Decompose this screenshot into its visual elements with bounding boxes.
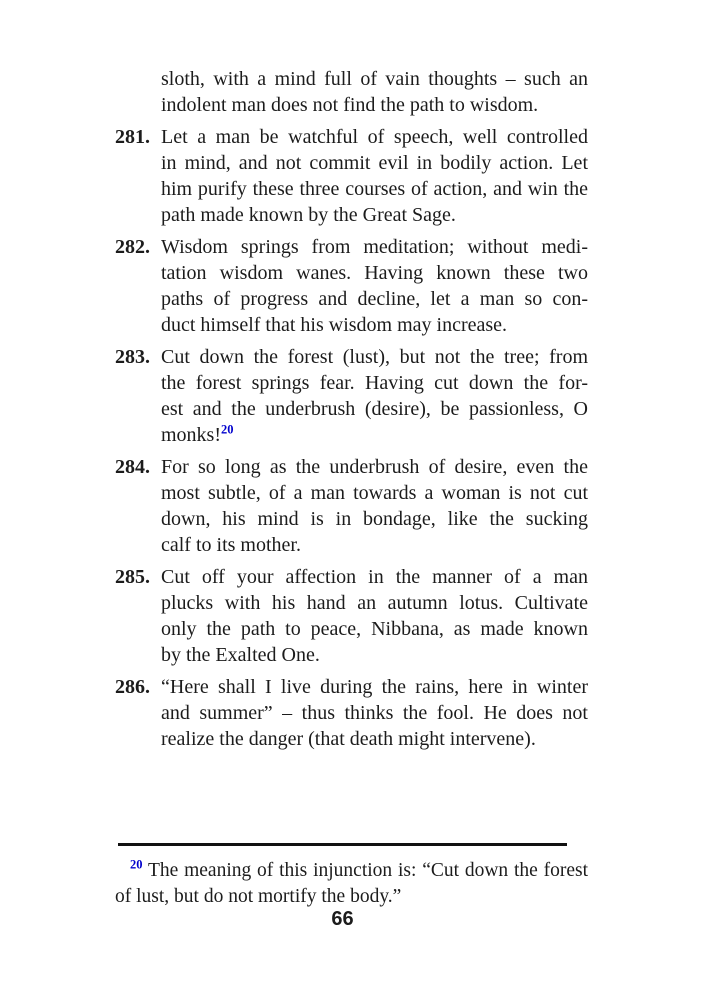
footnote-marker[interactable]: 20 bbox=[130, 857, 143, 872]
text-line-content: Wisdom springs from meditation; without medi- bbox=[161, 236, 588, 258]
verse-number: 283. bbox=[115, 346, 150, 368]
text-line bbox=[161, 480, 588, 506]
text-line-content: by the Exalted One. bbox=[161, 644, 320, 666]
footnote bbox=[115, 858, 588, 910]
text-line-content: monks! bbox=[161, 424, 221, 446]
text-line-content: tation wisdom wanes. Having known these two bbox=[161, 262, 588, 284]
text-line-content: paths of progress and decline, let a man so con- bbox=[161, 288, 588, 310]
text-line bbox=[161, 124, 588, 150]
text-line bbox=[161, 370, 588, 396]
text-line bbox=[161, 92, 588, 118]
text-line bbox=[161, 344, 588, 370]
text-line-content: sloth, with a mind full of vain thoughts – such an bbox=[161, 68, 588, 90]
text-line bbox=[161, 532, 588, 558]
verse-number: 286. bbox=[115, 676, 150, 698]
text-line bbox=[161, 674, 588, 700]
text-line bbox=[161, 564, 588, 590]
text-line-content: For so long as the underbrush of desire, even the bbox=[161, 456, 588, 478]
text-line-content: and summer” – thus thinks the fool. He does not bbox=[161, 702, 588, 724]
text-line-content: most subtle, of a man towards a woman is not cut bbox=[161, 482, 588, 504]
text-line-content: realize the danger (that death might intervene). bbox=[161, 728, 536, 750]
text-line-content: path made known by the Great Sage. bbox=[161, 204, 456, 226]
page-body bbox=[115, 66, 588, 758]
text-line bbox=[161, 66, 588, 92]
text-line-content: “Here shall I live during the rains, here in winter bbox=[161, 676, 588, 698]
text-line-content: calf to its mother. bbox=[161, 534, 301, 556]
footnote-separator-rule bbox=[118, 843, 567, 846]
text-line bbox=[161, 260, 588, 286]
text-line bbox=[161, 422, 588, 448]
text-line-content: plucks with his hand an autumn lotus. Cultivate bbox=[161, 592, 588, 614]
text-line-content: Cut off your affection in the manner of a man bbox=[161, 566, 588, 588]
text-line-content: him purify these three courses of action, and win the bbox=[161, 178, 588, 200]
text-line-content: duct himself that his wisdom may increase. bbox=[161, 314, 508, 336]
text-line-content: indolent man does not find the path to wisdom. bbox=[161, 94, 539, 116]
verse-list bbox=[115, 124, 588, 752]
continuation-paragraph bbox=[115, 66, 588, 118]
text-line bbox=[161, 150, 588, 176]
text-line bbox=[161, 202, 588, 228]
text-line bbox=[161, 616, 588, 642]
text-line-content: down, his mind is in bondage, like the sucking bbox=[161, 508, 588, 530]
text-line bbox=[161, 506, 588, 532]
footnote-text: of lust, but do not mortify the body.” bbox=[115, 886, 402, 907]
verse-number: 281. bbox=[115, 126, 150, 148]
text-line bbox=[161, 642, 588, 668]
verse bbox=[115, 124, 588, 228]
text-line bbox=[161, 176, 588, 202]
footnote-text: The meaning of this injunction is: “Cut down the forest bbox=[147, 860, 589, 881]
verse-number: 282. bbox=[115, 236, 150, 258]
text-line-content: the forest springs fear. Having cut down the for- bbox=[161, 372, 588, 394]
text-line bbox=[161, 286, 588, 312]
text-line-content: in mind, and not commit evil in bodily action. Let bbox=[161, 152, 588, 174]
text-line bbox=[161, 590, 588, 616]
verse-number: 284. bbox=[115, 456, 150, 478]
verse-number: 285. bbox=[115, 566, 150, 588]
footnote-ref-link[interactable]: 20 bbox=[221, 422, 234, 437]
text-line-content: Cut down the forest (lust), but not the tree; from bbox=[161, 346, 588, 368]
footnote-line bbox=[115, 858, 588, 884]
verse bbox=[115, 674, 588, 752]
text-line bbox=[161, 700, 588, 726]
verse bbox=[115, 234, 588, 338]
text-line bbox=[161, 312, 588, 338]
text-line bbox=[161, 396, 588, 422]
verse bbox=[115, 564, 588, 668]
page-number: 66 bbox=[331, 908, 354, 930]
text-line bbox=[161, 234, 588, 260]
text-line-content: est and the underbrush (desire), be passionless, O bbox=[161, 398, 588, 420]
verse bbox=[115, 344, 588, 448]
text-line bbox=[161, 454, 588, 480]
text-line-content: only the path to peace, Nibbana, as made known bbox=[161, 618, 588, 640]
verse bbox=[115, 454, 588, 558]
text-line-content: Let a man be watchful of speech, well controlled bbox=[161, 126, 588, 148]
text-line bbox=[161, 726, 588, 752]
